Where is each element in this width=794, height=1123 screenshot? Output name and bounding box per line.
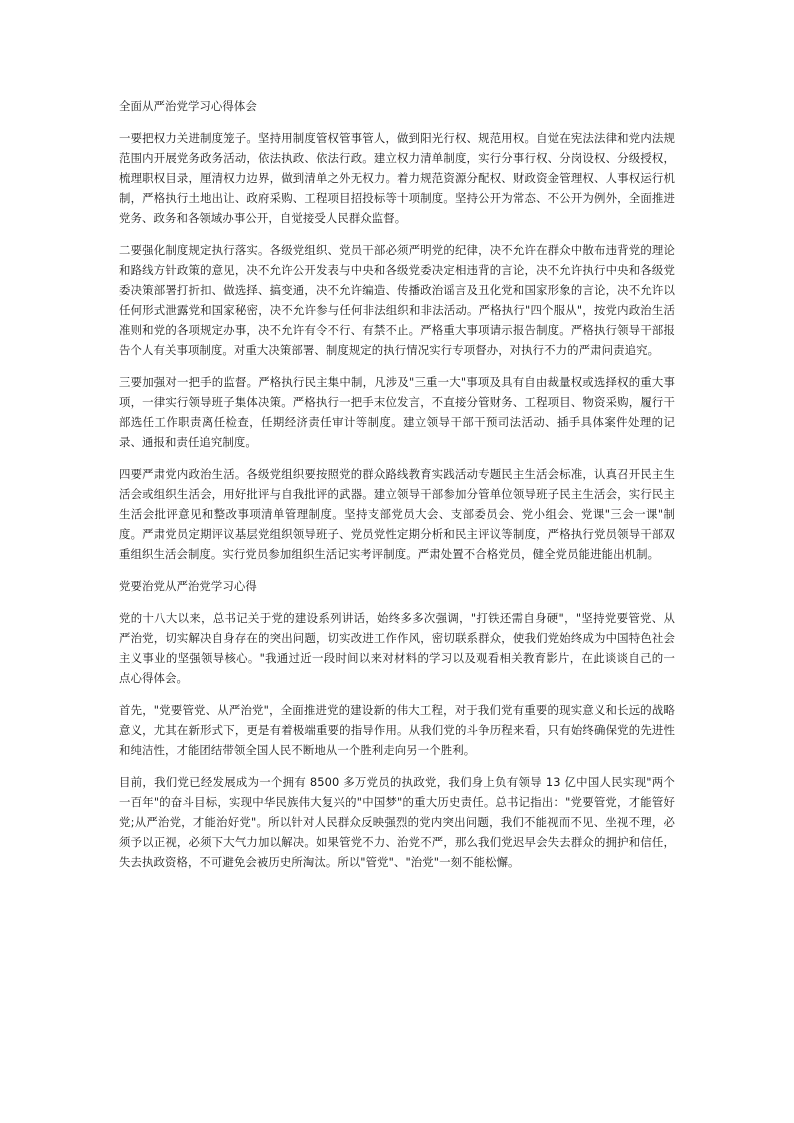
- document-body: [119, 96, 675, 884]
- paragraph: 三要加强对一把手的监督。严格执行民主集中制，凡涉及"三重一大"事项及具有自由裁量权或选择权的重大事项，一律实行领导班子集体决策。严格执行一把手末位发言，不直接分管财务、工程项目、物资采购，履行干部选任工作职责离任检查，任期经济责任审计等制度。建立领导干部干预司法活动、插手具体案件处理的记录、通报和责任追究制度。: [119, 375, 675, 449]
- paragraph: 四要严肃党内政治生活。各级党组织要按照党的群众路线教育实践活动专题民主生活会标准，认真召开民主生活会或组织生活会，用好批评与自我批评的武器。建立领导干部参加分管单位领导班子民主生活会，实行民主生活会批评意见和整改事项清单管理制度。坚持支部党员大会、支部委员会、党小组会、党课"三会一课"制度。严肃党员定期评议基层党组织领导班子、党员党性定期分析和民主评议等制度，严格执行党员领导干部双重组织生活会制度。实行党员参加组织生活记实考评制度。严肃处置不合格党员，健全党员能进能出机制。: [119, 467, 675, 561]
- paragraph: 目前，我们党已经发展成为一个拥有 8500 多万党员的执政党，我们身上负有领导 13 亿中国人民实现"两个一百年"的奋斗目标，实现中华民族伟大复兴的"中国梦"的重大历史责任。总书记指出："党要管党，才能管好党;从严治党，才能治好党"。所以针对人民群众反映强烈的党内突出问题，我们不能视而不见、坐视不理，必须予以正视，必须下大气力加以解决。如果管党不力、治党不严，那么我们党迟早会失去群众的拥护和信任，失去执政资格，不可避免会被历史所淘汰。所以"管党"、"治党"一刻不能松懈。: [119, 775, 675, 869]
- paragraph: 首先，"党要管党、从严治党"，全面推进党的建设新的伟大工程，对于我们党有重要的现实意义和长远的战略意义，尤其在新形式下，更是有着极端重要的指导作用。从我们党的斗争历程来看，只有始终确保党的先进性和纯洁性，才能团结带领全国人民不断地从一个胜利走向另一个胜利。: [119, 703, 675, 757]
- paragraph: 二要强化制度规定执行落实。各级党组织、党员干部必须严明党的纪律，决不允许在群众中散布违背党的理论和路线方针政策的意见，决不允许公开发表与中央和各级党委决定相违背的言论，决不允许执行中央和各级党委决策部署打折扣、做选择、搞变通，决不允许编造、传播政治谣言及丑化党和国家形象的言论，决不允许以任何形式泄露党和国家秘密，决不允许参与任何非法组织和非法活动。严格执行"四个服从"，按党内政治生活准则和党的各项规定办事，决不允许有令不行、有禁不止。严格重大事项请示报告制度。严格执行领导干部报告个人有关事项制度。对重大决策部署、制度规定的执行情况实行专项督办，对执行不力的严肃问责追究。: [119, 243, 675, 357]
- document-title: 全面从严治党学习心得体会: [119, 99, 257, 113]
- section-title: 党要治党从严治党学习心得: [119, 579, 257, 593]
- paragraph: 一要把权力关进制度笼子。坚持用制度管权管事管人，做到阳光行权、规范用权。自觉在宪法法律和党内法规范围内开展党务政务活动，依法执政、依法行政。建立权力清单制度，实行分事行权、分岗设权、分级授权，梳理职权目录，厘清权力边界，做到清单之外无权力。着力规范资源分配权、财政资金管理权、人事权运行机制，严格执行土地出让、政府采购、工程项目招投标等十项制度。坚持公开为常态、不公开为例外，全面推进党务、政务和各领域办事公开，自觉接受人民群众监督。: [119, 131, 675, 225]
- paragraph: 党的十八大以来，总书记关于党的建设系列讲话，始终多多次强调，"打铁还需自身硬"，"坚持党要管党、从严治党，切实解决自身存在的突出问题，切实改进工作作风，密切联系群众，使我们党始终成为中国特色社会主义事业的坚强领导核心。"我通过近一段时间以来对材料的学习以及观看相关教育影片，在此谈谈自己的一点心得体会。: [119, 611, 675, 685]
